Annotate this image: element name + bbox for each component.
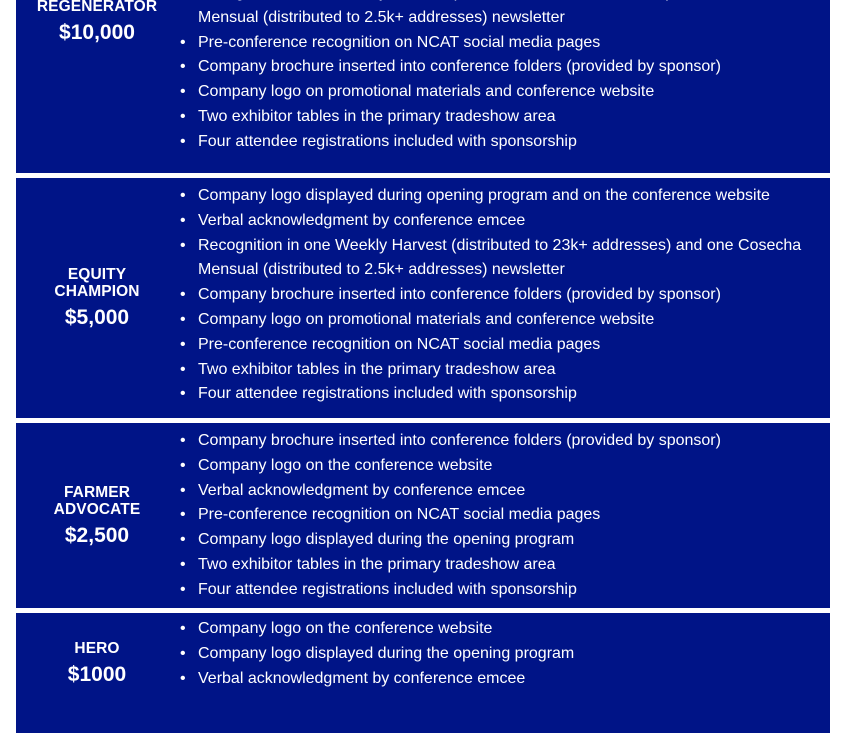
benefit-item: • Company logo on promotional materials and conference website	[178, 80, 801, 105]
benefits-list	[178, 0, 801, 155]
benefit-item: • Verbal acknowledgment by conference emcee	[178, 667, 574, 692]
bullet-icon: •	[180, 187, 186, 204]
benefit-item: • Company logo displayed during the opening program	[178, 528, 721, 553]
benefit-item: • Four attendee registrations included with sponsorship	[178, 382, 801, 407]
benefit-item: • Pre-conference recognition on NCAT social media pages	[178, 503, 721, 528]
sponsorship-tier-farmer-advocate	[16, 423, 830, 608]
bullet-icon	[180, 0, 186, 6]
bullet-icon: •	[180, 132, 186, 150]
benefits-list	[178, 184, 801, 407]
bullet-icon: •	[180, 360, 186, 378]
tier-name	[54, 266, 139, 300]
bullet-icon: •	[180, 555, 186, 573]
benefit-item: • Pre-conference recognition on NCAT social media pages	[178, 333, 801, 358]
bullet-icon: •	[180, 669, 186, 687]
benefits-list	[178, 617, 574, 691]
sponsorship-tier-regenerator	[16, 0, 830, 173]
tier-name-line: HERO	[74, 640, 120, 657]
tier-name-line: REGENERATOR	[36, 0, 158, 15]
tier-heading	[16, 0, 178, 45]
benefit-item: • Company logo on promotional materials and conference website	[178, 308, 801, 333]
benefit-item: • Company logo displayed during the opening program	[178, 642, 574, 667]
benefit-item: • Company logo on the conference website	[178, 617, 574, 642]
sponsorship-tier-hero	[16, 613, 830, 733]
bullet-icon: •	[180, 481, 186, 499]
tier-heading	[16, 423, 178, 608]
bullet-icon: •	[180, 286, 186, 304]
bullet-icon: •	[180, 644, 186, 662]
benefit-item: • Pre-conference recognition on NCAT social media pages	[178, 31, 801, 56]
sponsorship-tier-equity-champion	[16, 178, 830, 418]
benefit-item: • Company brochure inserted into conference folders (provided by sponsor)	[178, 55, 801, 80]
benefit-item: • Recognition in one Weekly Harvest (distributed to 23k+ addresses) and one Cosecha Mensual (distributed to 2.5k+ addresses) newsletter	[178, 234, 801, 284]
benefit-item: • Company logo on the conference website	[178, 454, 721, 479]
bullet-icon: •	[180, 580, 186, 598]
bullet-icon: •	[180, 385, 186, 403]
tier-name	[37, 0, 157, 15]
tier-name-line: CHAMPION	[54, 283, 140, 300]
bullet-icon: •	[180, 83, 186, 101]
benefit-item: • Verbal acknowledgment by conference emcee	[178, 479, 721, 504]
tier-price: $2,500	[64, 523, 130, 547]
benefit-item: • Two exhibitor tables in the primary tradeshow area	[178, 358, 801, 383]
bullet-icon: •	[180, 432, 186, 449]
benefit-item: • Company brochure inserted into conference folders (provided by sponsor)	[178, 283, 801, 308]
bullet-icon: •	[180, 310, 186, 328]
tier-name-line: ADVOCATE	[53, 500, 141, 518]
tier-name-line: EQUITY	[67, 266, 127, 283]
tier-name	[54, 484, 141, 518]
bullet-icon: •	[180, 531, 186, 549]
tier-name	[74, 640, 119, 657]
tier-price: $5,000	[64, 306, 130, 329]
benefit-item: • Four attendee registrations included with sponsorship	[178, 578, 721, 603]
benefit-item: • Company brochure inserted into conference folders (provided by sponsor)	[178, 429, 721, 454]
tier-name-line: FARMER	[63, 483, 131, 501]
bullet-icon: •	[180, 620, 186, 637]
benefit-item: • Four attendee registrations included with sponsorship	[178, 130, 801, 155]
benefit-item: • Two exhibitor tables in the primary tradeshow area	[178, 553, 721, 578]
bullet-icon: •	[180, 506, 186, 524]
benefit-item: Mensual (distributed to 2.5k+ addresses) newsletter	[178, 0, 801, 31]
tier-heading	[16, 178, 178, 418]
tier-price: $1000	[67, 663, 127, 686]
bullet-icon: •	[180, 211, 186, 229]
bullet-icon: •	[180, 58, 186, 76]
bullet-icon: •	[180, 456, 186, 474]
benefits-list	[178, 429, 721, 603]
tier-price: $10,000	[59, 21, 135, 44]
bullet-icon: •	[180, 107, 186, 125]
benefit-item: • Company logo displayed during opening program and on the conference website	[178, 184, 801, 209]
bullet-icon: •	[180, 33, 186, 51]
benefit-item: • Verbal acknowledgment by conference emcee	[178, 209, 801, 234]
bullet-icon: •	[180, 335, 186, 353]
benefit-item: • Two exhibitor tables in the primary tradeshow area	[178, 105, 801, 130]
tier-heading	[16, 613, 178, 687]
bullet-icon: •	[180, 236, 186, 254]
